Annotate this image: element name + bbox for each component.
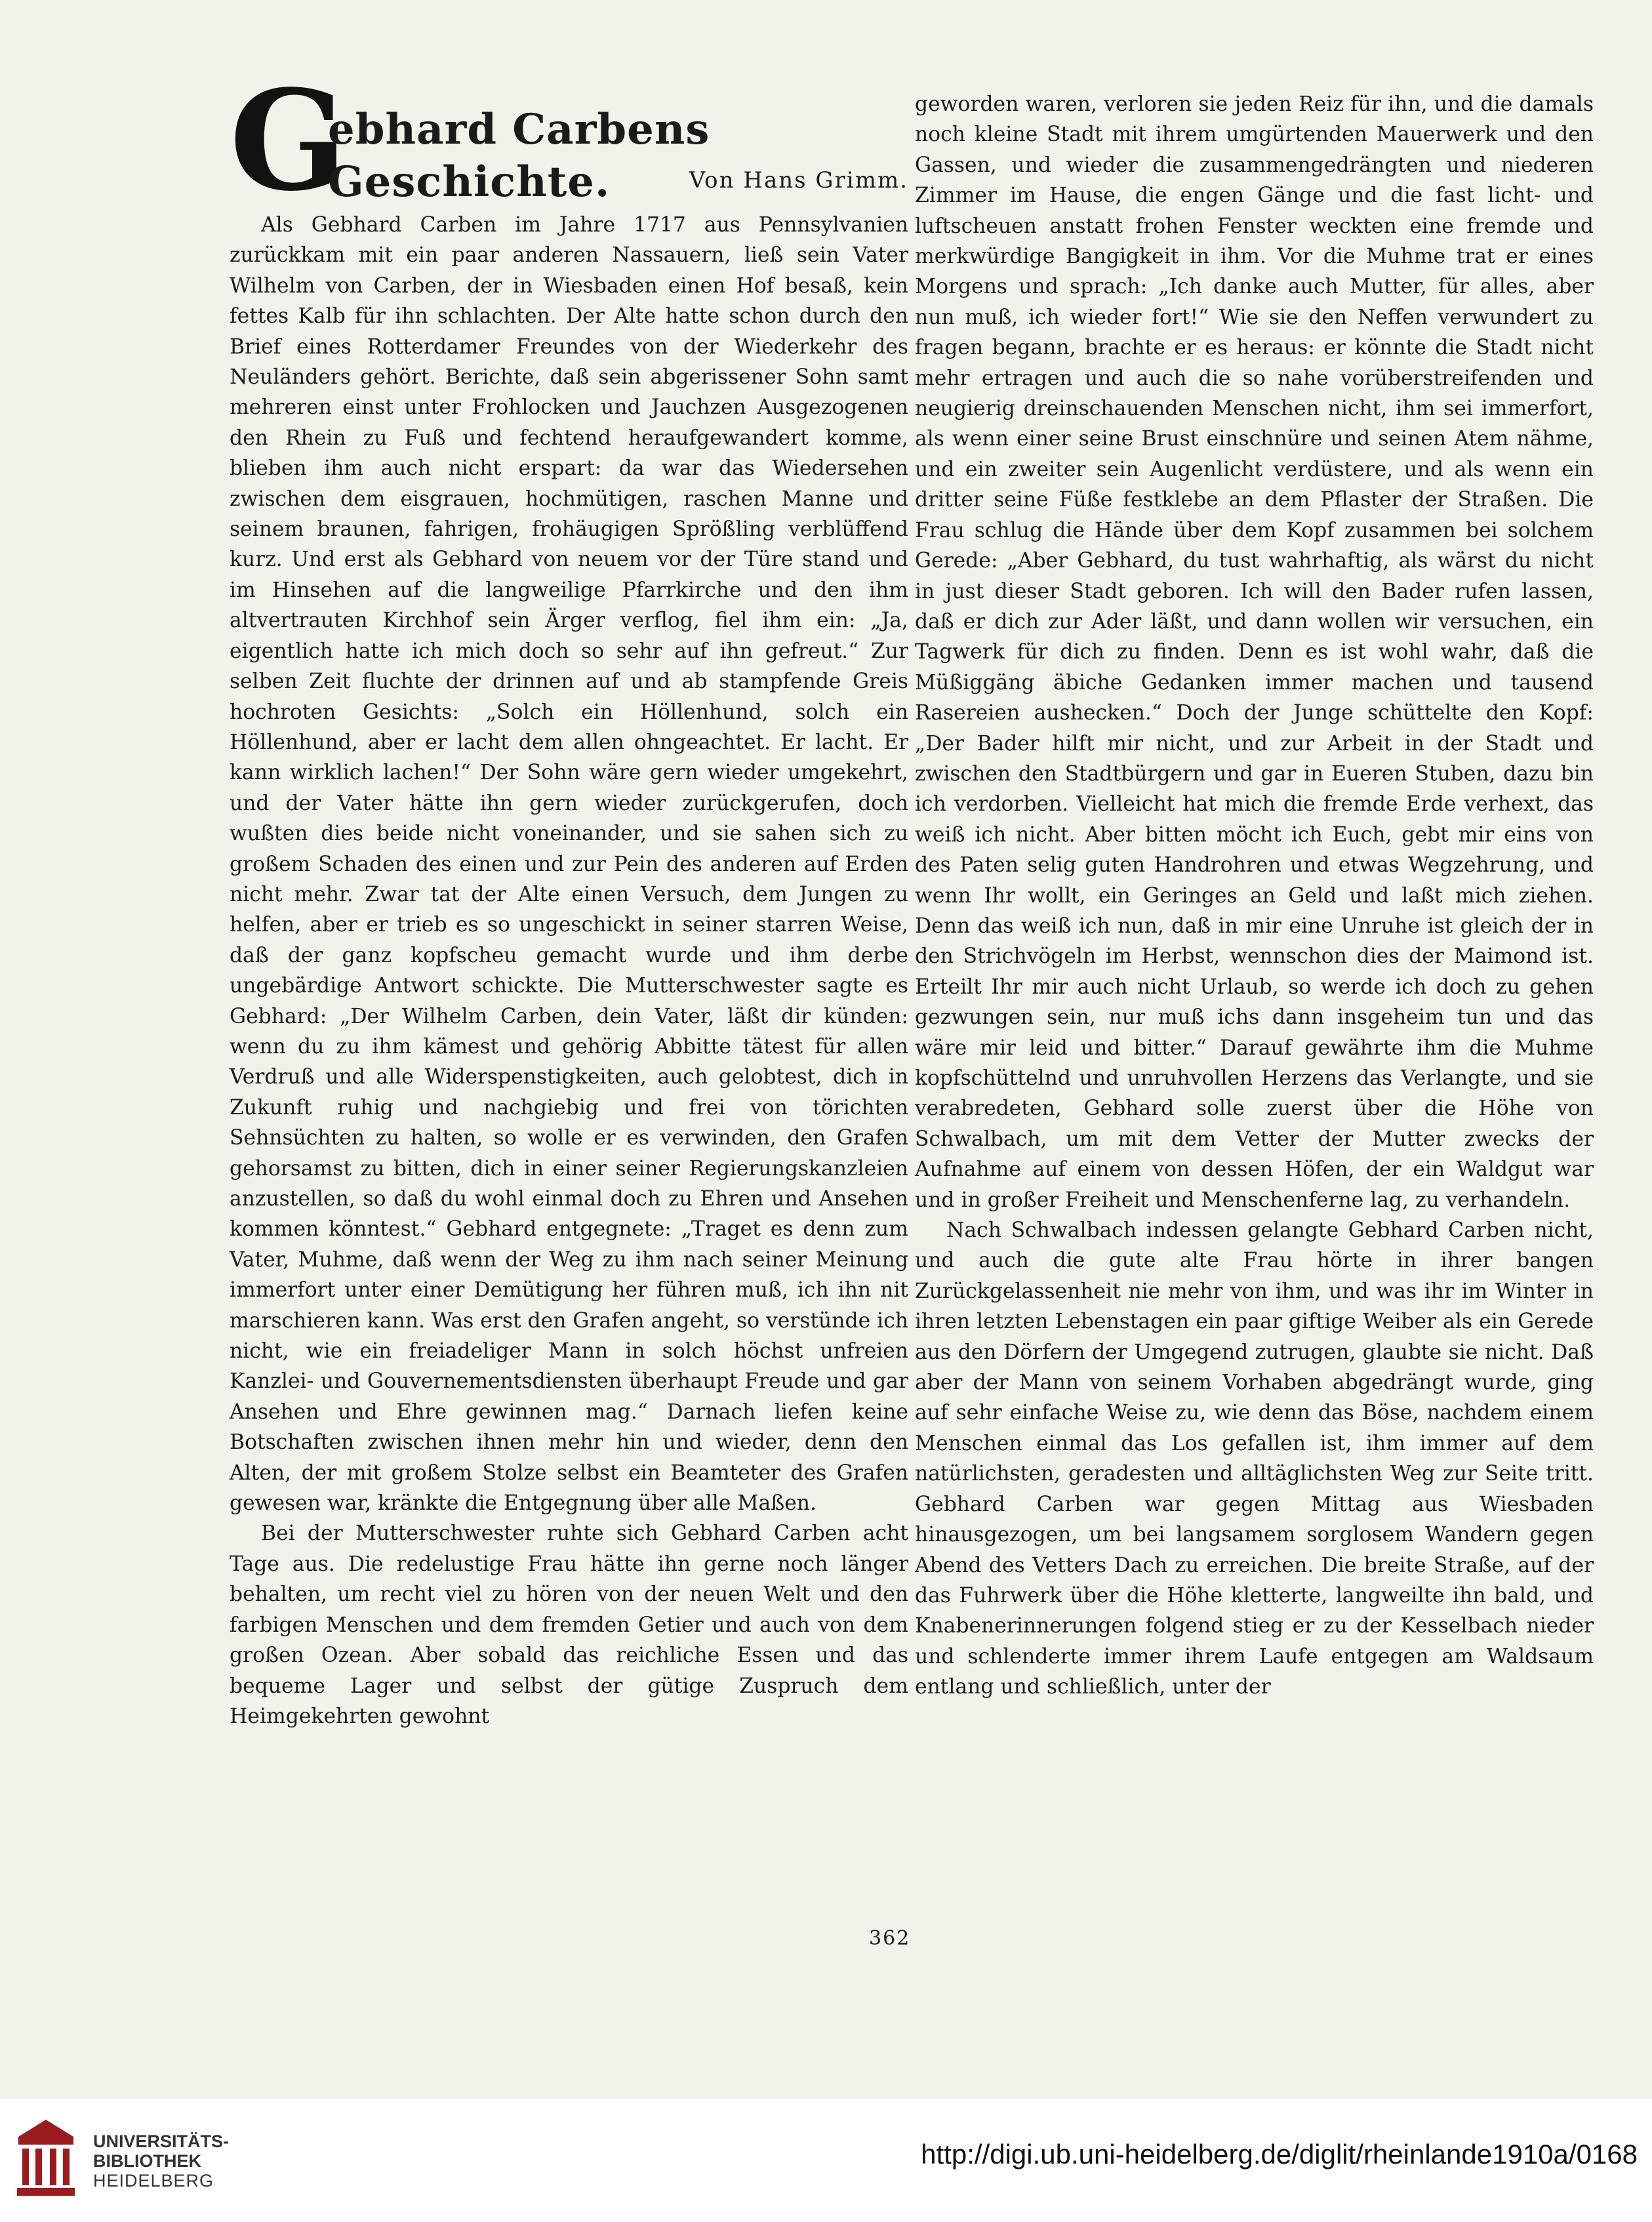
- paragraph: Als Gebhard Carben im Jahre 1717 aus Pennsylvanien zurückkam mit ein paar anderen Nassauern, ließ sein Vater Wilhelm von Carben, der in Wiesbaden einen Hof besaß, kein fettes Kalb für ihn schlachten. Der Alte hatte schon durch den Brief eines Rotterdamer Freundes von der Wiederkehr des Neuländers gehört. Berichte, daß sein abgerissener Sohn samt mehreren einst unter Frohlocken und Jauchzen Ausgezogenen den Rhein zu Fuß und fechtend heraufgewandert komme, blieben ihm auch nicht erspart: da war das Wiedersehen zwischen dem eisgrauen, hochmütigen, raschen Manne und seinem braunen, fahrigen, frohäugigen Sprößling verblüffend kurz. Und erst als Gebhard von neuem vor der Türe stand und im Hinsehen auf die langweilige Pfarrkirche und den ihm altvertrauten Kirchhof sein Ärger verflog, fiel ihm ein: „Ja, eigentlich hatte ich mich doch so sehr auf ihn gefreut.“ Zur selben Zeit fluchte der drinnen auf und ab stampfende Greis hochroten Gesichts: „Solch ein Höllenhund, solch ein Höllenhund, aber er lacht dem allen ohngeachtet. Er lacht. Er kann wirklich lachen!“ Der Sohn wäre gern wieder umgekehrt, und der Vater hätte ihn gern wieder zurückgerufen, doch wußten dies beide nicht voneinander, und sie sahen sich zu großem Schaden des einen und zur Pein des anderen auf Erden nicht mehr. Zwar tat der Alte einen Versuch, dem Jungen zu helfen, aber er trieb es so ungeschickt in seiner starren Weise, daß der ganz kopfscheu gemacht wurde und ihm derbe ungebärdige Antwort schickte. Die Mutterschwester sagte es Gebhard: „Der Wilhelm Carben, dein Vater, läßt dir künden: wenn du zu ihm kämest und gehörig Abbitte tätest für allen Verdruß und alle Widerspenstigkeiten, auch gelobtest, dich in Zukunft ruhig und nachgiebig und frei von törichten Sehnsüchten zu halten, so wolle er es verwinden, den Grafen gehorsamst zu bitten, dich in einer seiner Regierungskanzleien anzustellen, so daß du wohl einmal doch zu Ehren und Ansehen kommen könntest.“ Gebhard entgegnete: „Traget es denn zum Vater, Muhme, daß wenn der Weg zu ihm nach seiner Meinung immerfort unter einer Demütigung her führen muß, ich ihn nit marschieren kann. Was erst den Grafen angeht, so verstünde ich nicht, wie ein freiadeliger Mann in solch höchst unfreien Kanzlei- und Gouvernementsdiensten überhaupt Freude und gar Ansehen und Ehre gewinnen mag.“ Darnach liefen keine Botschaften zwischen ihnen mehr hin und wieder, denn den Alten, der mit großem Stolze selbst ein Beamteter des Grafen gewesen war, kränkte die Entgegnung über alle Maßen.: [230, 213, 908, 1516]
- article-title: ebhard Carbens Geschichte.: [328, 105, 710, 207]
- footer-bar: [0, 2099, 1652, 2222]
- text-column-right: [915, 89, 1594, 1703]
- paragraph: geworden waren, verloren sie jeden Reiz für ihn, und die damals noch kleine Stadt mit ihrem umgürtenden Mauerwerk und den Gassen, und wieder die zusammengedrängten und niederen Zimmer im Hause, die engen Gänge und die fast licht- und luftscheuen anstatt frohen Fenster weckten eine fremde und merkwürdige Bangigkeit in ihm. Vor die Muhme trat er eines Morgens und sprach: „Ich danke auch Mutter, für alles, aber nun muß, ich wieder fort!“ Wie sie den Neffen verwundert zu fragen begann, brachte er es heraus: er könnte die Stadt nicht mehr ertragen und auch die so nahe vorüberstreifenden und neugierig dreinschauenden Menschen nicht, ihm sei immerfort, als wenn einer seine Brust einschnüre und seinen Atem nähme, und ein zweiter sein Augenlicht verdüstere, und als wenn ein dritter seine Füße festklebe an dem Pflaster der Straßen. Die Frau schlug die Hände über dem Kopf zusammen bei solchem Gerede: „Aber Gebhard, du tust wahrhaftig, als wärst du nicht in just dieser Stadt geboren. Ich will den Bader rufen lassen, daß er dich zur Ader läßt, und dann wollen wir versuchen, ein Tagwerk für dich zu finden. Denn es ist wohl wahr, daß die Müßiggäng äbiche Gedanken immer machen und tausend Rasereien aushecken.“ Doch der Junge schüttelte den Kopf: „Der Bader hilft mir nicht, und zur Arbeit in der Stadt und zwischen den Stadtbürgern und gar in Eueren Stuben, dazu bin ich verdorben. Vielleicht hat mich die fremde Erde verhext, das weiß ich nicht. Aber bitten möcht ich Euch, gebt mir eins von des Paten selig guten Handrohren und etwas Wegzehrung, und wenn Ihr wollt, ein Geringes an Geld und laßt mich ziehen. Denn das weiß ich nun, daß in mir eine Unruhe ist gleich der in den Strichvögeln im Herbst, wennschon dies der Maimond ist. Erteilt Ihr mir auch nicht Urlaub, so werde ich doch zu gehen gezwungen sein, nur muß ichs dann insgeheim tun und das wäre mir leid und bitter.“ Darauf gewährte ihm die Muhme kopfschüttelnd und unruhvollen Herzens das Verlangte, und sie verabredeten, Gebhard solle zuerst über die Höhe von Schwalbach, um mit dem Vetter der Mutter zwecks der Aufnahme auf einem von dessen Höfen, der ein Waldgut war und in großer Freiheit und Menschenferne lag, zu verhandeln.: [915, 92, 1594, 1212]
- paragraph: Nach Schwalbach indessen gelangte Gebhard Carben nicht, und auch die gute alte Frau hörte in ihrer bangen Zurückgelassenheit nie mehr von ihm, und was ihr im Winter in ihren letzten Lebenstagen ein paar giftige Weiber als ein Gerede aus den Dörfern der Umgegend zutrugen, glaubte sie nicht. Daß aber der Mann von seinem Vorhaben abgedrängt wurde, ging auf sehr einfache Weise zu, wie denn das Böse, nachdem einem Menschen einmal das Los gefallen ist, ihm immer auf dem natürlichsten, geradesten und alltäglichsten Weg zur Seite tritt. Gebhard Carben war gegen Mittag aus Wiesbaden hinausgezogen, um bei langsamem sorglosem Wandern gegen Abend des Vetters Dach zu erreichen. Die breite Straße, auf der das Fuhrwerk über die Höhe kletterte, langweilte ihn bald, und Knabenerinnerungen folgend stieg er zu der Kesselbach nieder und schlenderte immer ihrem Laufe entgegen am Waldsaum entlang und schließlich, unter der: [915, 1219, 1594, 1699]
- title-initial: G: [230, 60, 348, 222]
- library-line: HEIDELBERG: [93, 2171, 214, 2191]
- article-heading: [230, 60, 908, 222]
- library-name: [93, 2131, 229, 2191]
- page-number: 362: [869, 1927, 911, 1950]
- author-line: Von Hans Grimm.: [689, 167, 908, 193]
- paragraph: Bei der Mutterschwester ruhte sich Gebhard Carben acht Tage aus. Die redelustige Frau hätte ihn gerne noch länger behalten, um recht viel zu hören von der neuen Welt und den farbigen Menschen und dem fremden Getier und auch von dem großen Ozean. Aber sobald das reichliche Essen und das bequeme Lager und selbst der gütige Zuspruch dem Heimgekehrten gewohnt: [230, 1522, 908, 1728]
- university-library-logo-icon: [13, 2117, 79, 2202]
- source-url-link[interactable]: http://digi.ub.uni-heidelberg.de/diglit/rheinlande1910a/0168: [921, 2139, 1638, 2170]
- text-column-left: [230, 210, 908, 1731]
- library-line: UNIVERSITÄTS-: [93, 2131, 230, 2151]
- library-line: BIBLIOTHEK: [93, 2151, 201, 2171]
